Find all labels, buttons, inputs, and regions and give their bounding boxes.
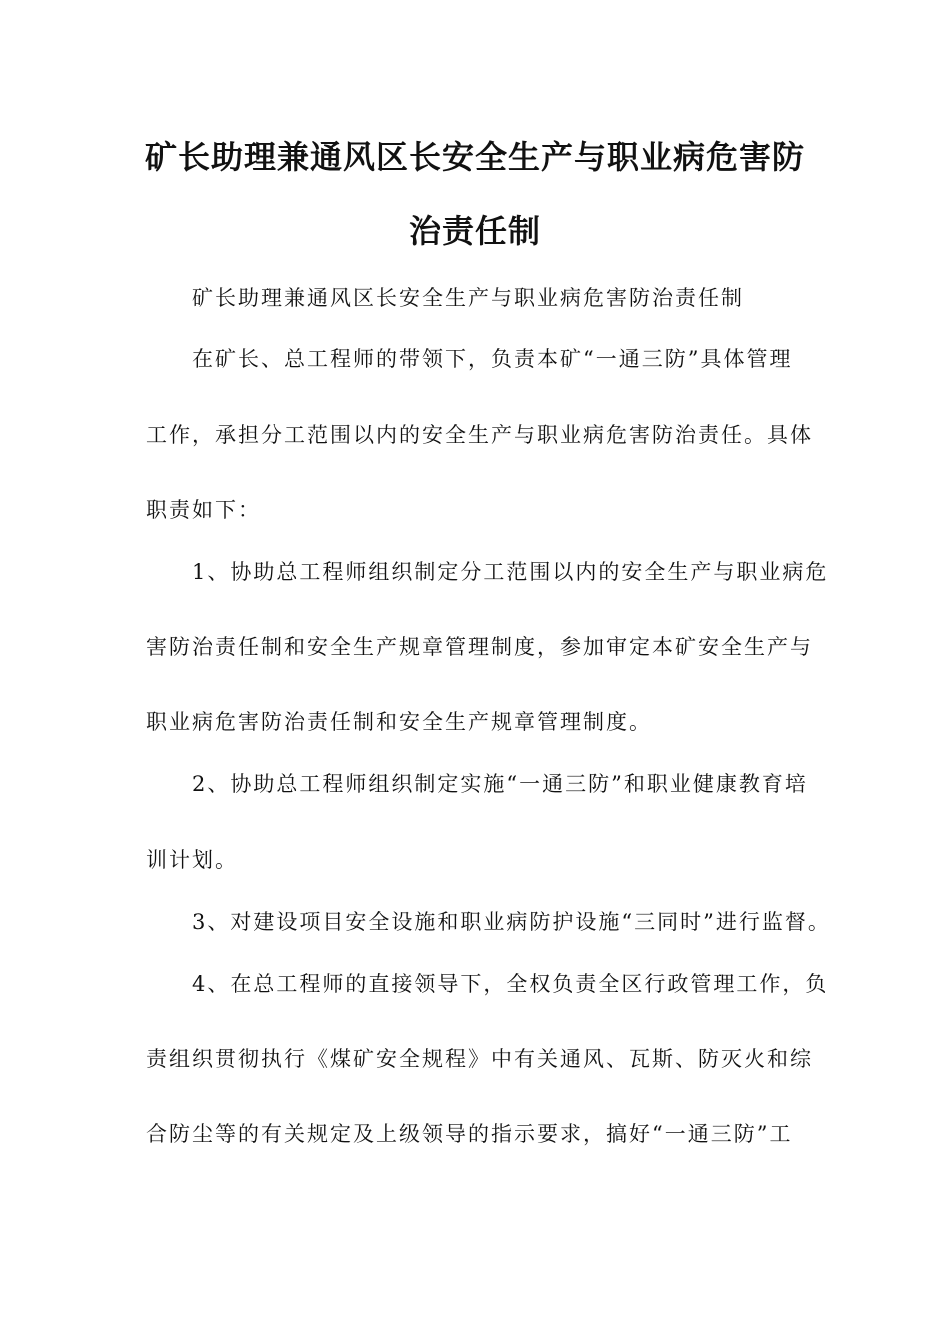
body-line: 4、在总工程师的直接领导下，全权负责全区行政管理工作，负 [192,972,829,996]
body-line: 合防尘等的有关规定及上级领导的指示要求，搞好“一通三防”工 [146,1122,793,1146]
body-line: 2、协助总工程师组织制定实施“一通三防”和职业健康教育培 [192,772,808,796]
body-line: 职业病危害防治责任制和安全生产规章管理制度。 [146,710,652,734]
document-title-line-2: 治责任制 [408,212,541,250]
body-line: 工作，承担分工范围以内的安全生产与职业病危害防治责任。具体 [146,423,813,447]
body-line: 训计划。 [146,848,238,872]
document-title-line-1: 矿长助理兼通风区长安全生产与职业病危害防 [144,138,805,176]
body-line: 1、协助总工程师组织制定分工范围以内的安全生产与职业病危 [192,560,829,584]
body-line: 害防治责任制和安全生产规章管理制度，参加审定本矿安全生产与 [146,635,813,659]
document-subtitle: 矿长助理兼通风区长安全生产与职业病危害防治责任制 [192,286,744,310]
body-line: 在矿长、总工程师的带领下，负责本矿“一通三防”具体管理 [192,347,793,371]
body-line: 职责如下： [146,498,261,522]
body-line: 3、对建设项目安全设施和职业病防护设施“三同时”进行监督。 [192,910,831,934]
body-line: 责组织贯彻执行《煤矿安全规程》中有关通风、瓦斯、防灭火和综 [146,1047,813,1071]
